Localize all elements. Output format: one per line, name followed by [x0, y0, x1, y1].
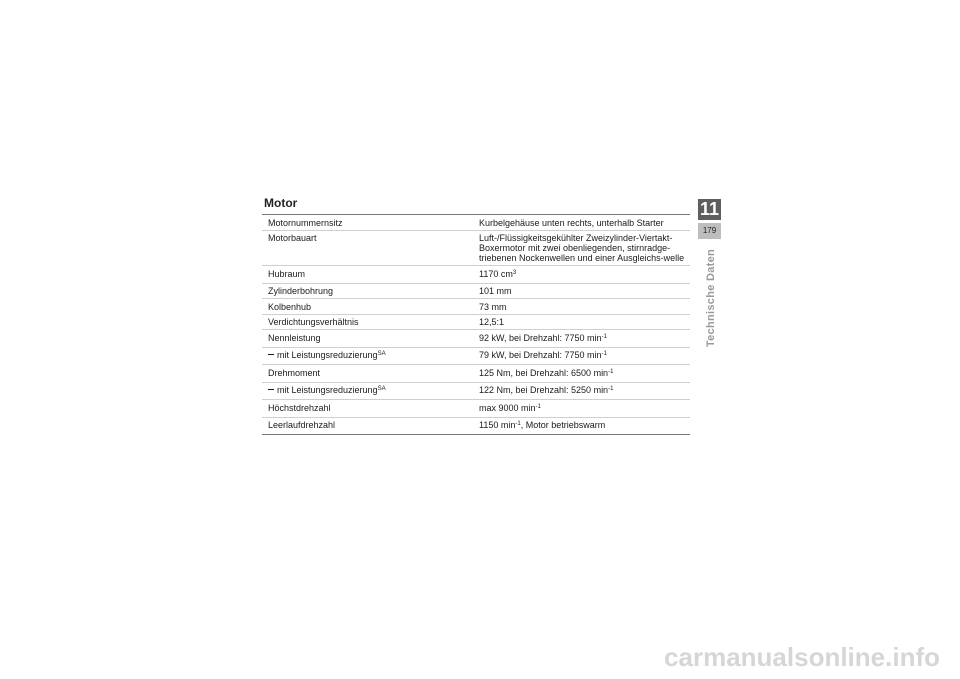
table-row [262, 347, 690, 365]
superscript: -1 [608, 386, 614, 392]
superscript: -1 [601, 333, 607, 340]
row-value: 73 mm [479, 301, 507, 312]
table-row [262, 382, 690, 400]
row-label: Leerlaufdrehzahl [268, 420, 336, 430]
row-value: 1150 $\min^{-1}$, Motor betriebswarm [479, 420, 606, 430]
spec-table [262, 214, 690, 435]
row-label: Drehmoment [268, 367, 321, 378]
table-row [262, 265, 690, 283]
row-value: max 9000 $\min^{-1}$ [479, 402, 541, 413]
table-row [262, 329, 690, 347]
table-row [262, 230, 690, 266]
superscript: -1 [608, 368, 614, 375]
row-value: 92 kW, bei Drehzahl: 7750 $\min^{-1}$ [479, 332, 607, 343]
row-value: Kurbelgehäuse unten rechts, unterhalb Starter [479, 217, 664, 228]
row-value: 79 kW, bei Drehzahl: 7750 $\min^{-1}$ [479, 350, 607, 360]
row-label: Höchstdrehzahl [268, 402, 331, 413]
row-label: mit Leistungsreduzierung$^{SA}$ [262, 350, 476, 362]
row-value: 1170 $cm^3$ [479, 268, 517, 279]
row-value: Luft-/Flüssigkeitsgekühlter Zweizylinder-Viertakt-Boxermotor mit zwei obenliegenden, stirnradge-triebenen Nockenwellen und einer Ausgleichs-welle [479, 233, 685, 263]
table-row [262, 283, 690, 299]
superscript: SA [377, 386, 386, 392]
row-label: Motorbauart [268, 233, 317, 243]
row-label: Zylinderbohrung [268, 286, 334, 296]
table-row [262, 364, 690, 382]
row-label: Nennleistung [268, 332, 321, 343]
table-row [262, 417, 690, 435]
row-label: Verdichtungsverhältnis [268, 317, 359, 327]
row-label: Motornummernsitz [268, 217, 343, 228]
dash-icon [268, 354, 274, 355]
section-title: Motor [264, 196, 298, 210]
dash-icon [268, 389, 274, 390]
superscript: SA [377, 351, 386, 357]
table-row [262, 215, 690, 230]
page-number: 179 [698, 223, 721, 239]
table-row [262, 298, 690, 314]
watermark: carmanualsonline.info [664, 642, 940, 672]
superscript: -1 [535, 403, 541, 410]
row-value: 101 mm [479, 286, 512, 296]
row-value: 12,5:1 [479, 317, 505, 327]
superscript: 3 [512, 269, 517, 276]
table-row [262, 399, 690, 417]
row-value: 125 Nm, bei Drehzahl: 6500 $\min^{-1}$ [479, 367, 614, 378]
row-label: mit Leistungsreduzierung$^{SA}$ [262, 385, 476, 397]
superscript: -1 [601, 351, 607, 357]
row-value: 122 Nm, bei Drehzahl: 5250 $\min^{-1}$ [479, 385, 614, 395]
superscript: -1 [515, 421, 521, 427]
chapter-number-badge: 11 [699, 199, 720, 219]
row-label: Kolbenhub [268, 301, 312, 312]
table-row [262, 314, 690, 330]
row-label: Hubraum [268, 268, 306, 279]
chapter-name: Technische Daten [705, 248, 717, 348]
